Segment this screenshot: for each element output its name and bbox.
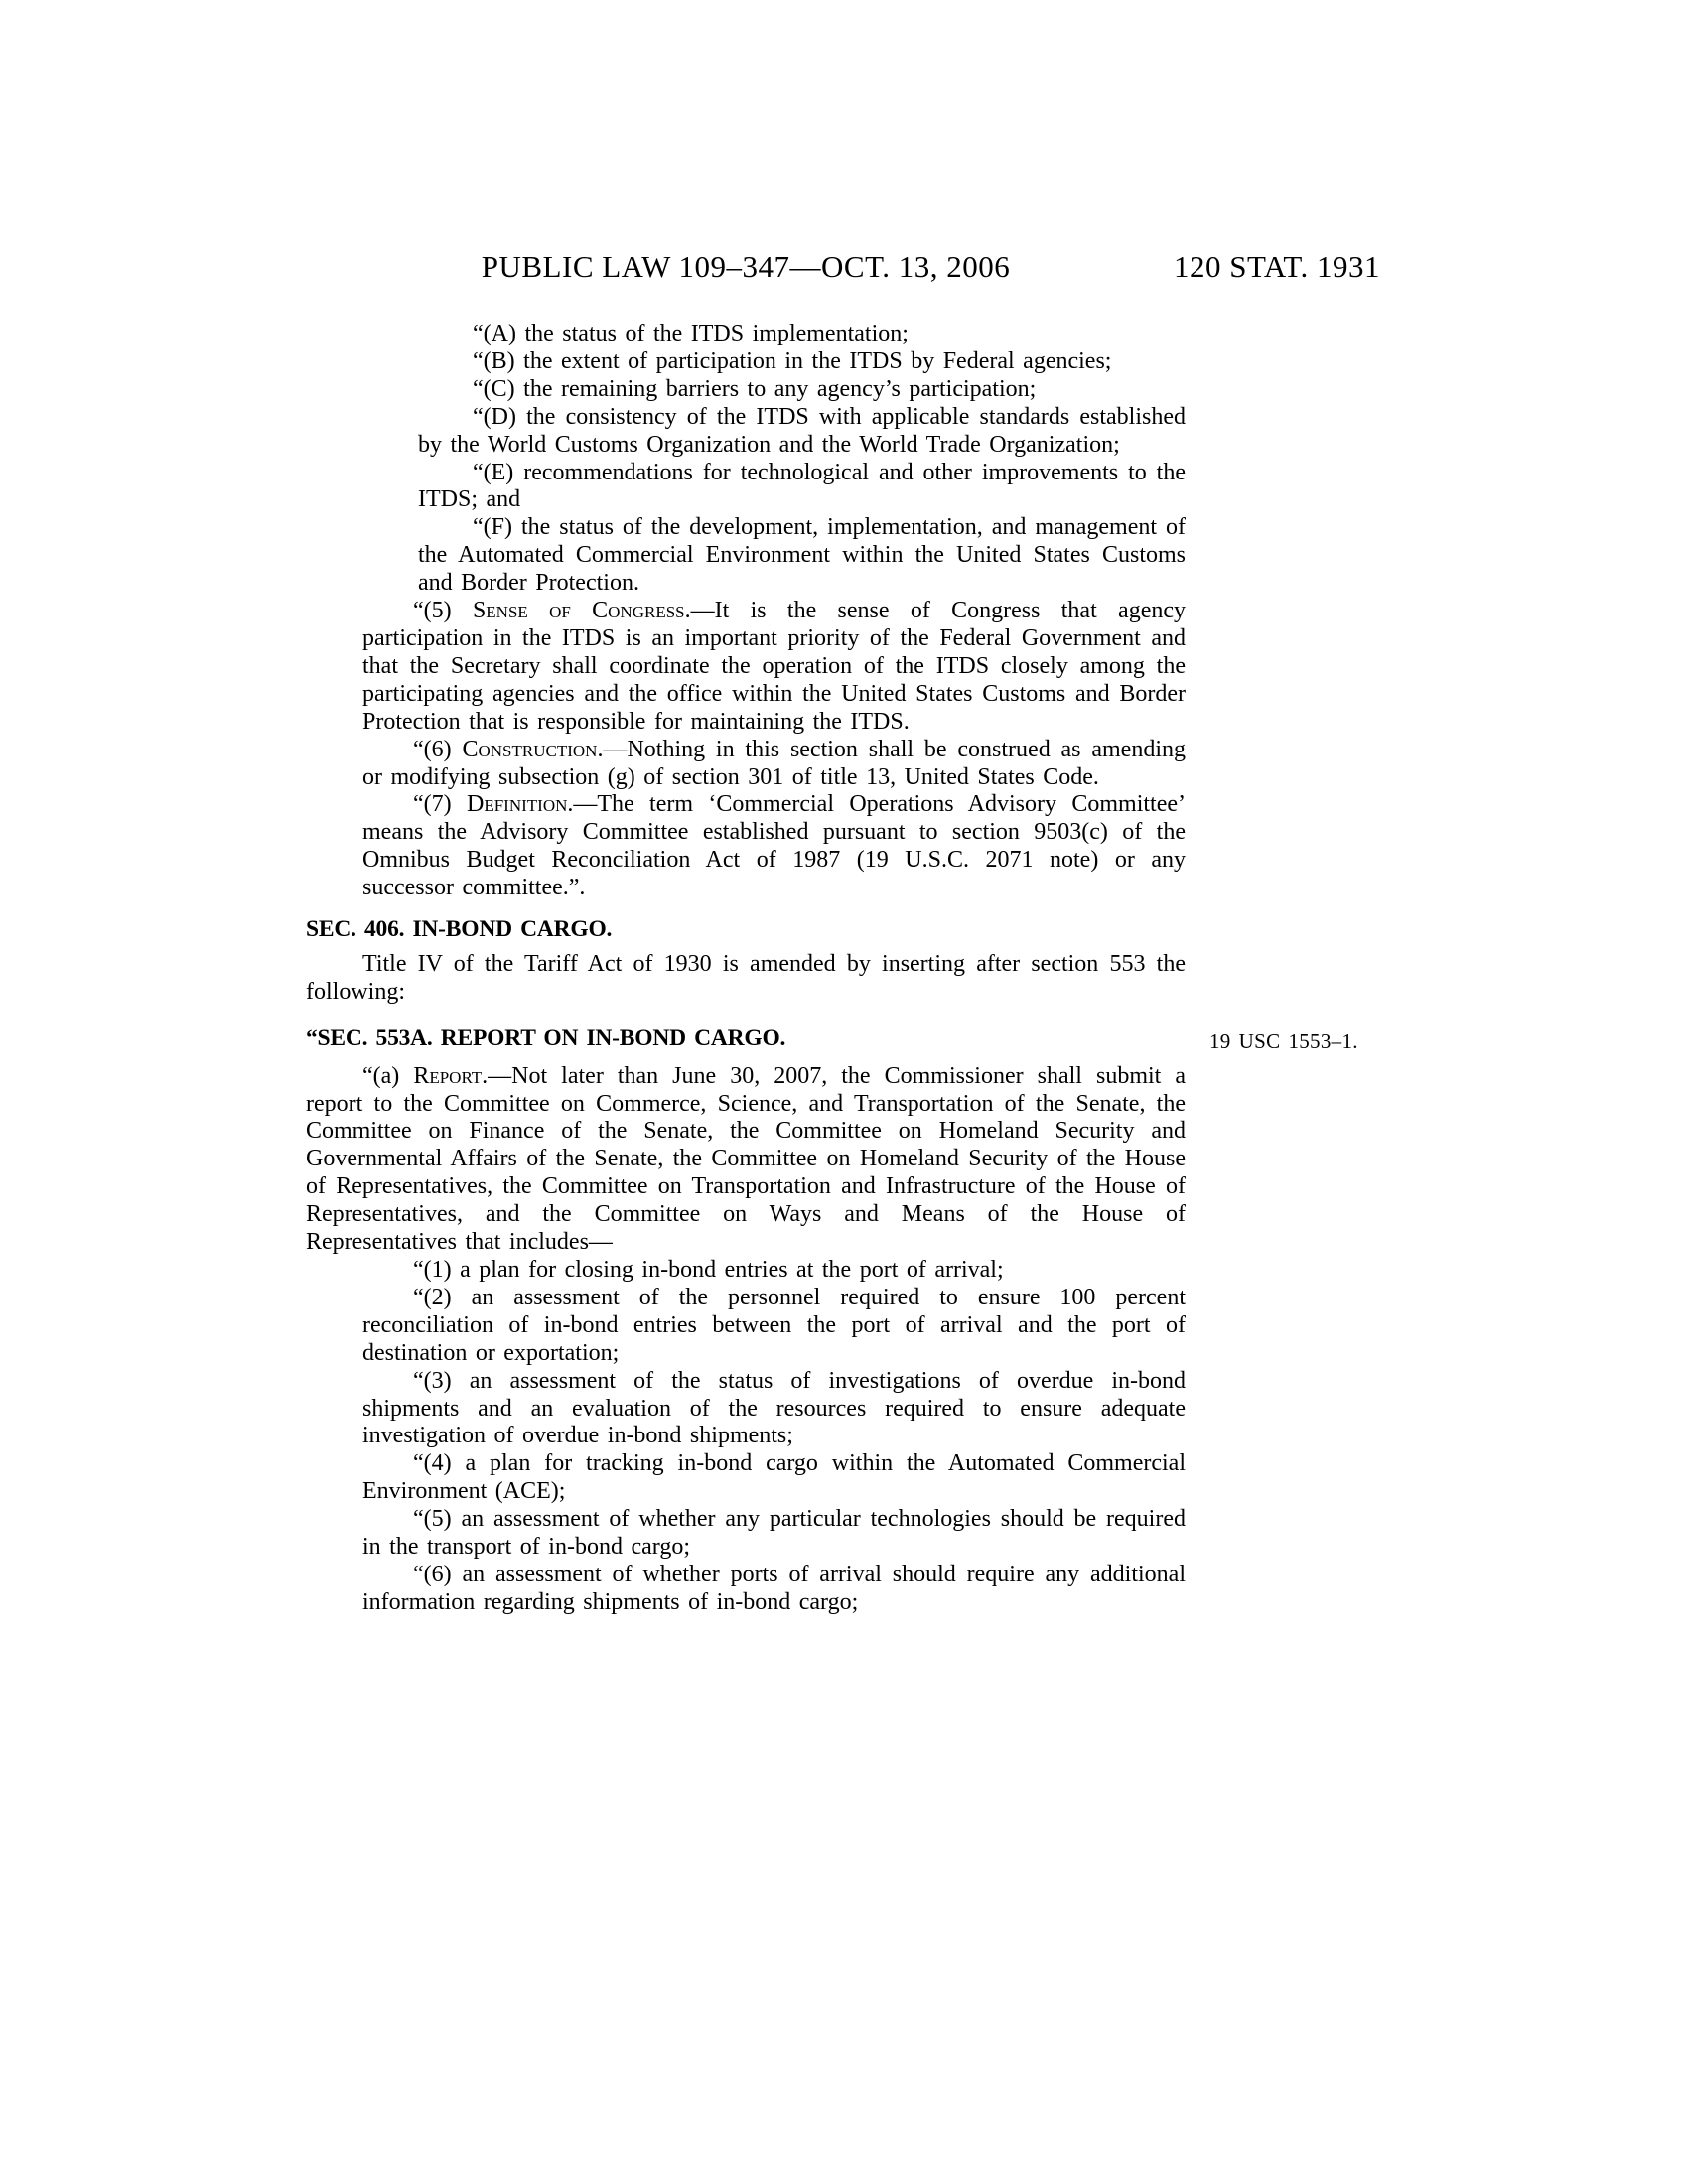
report-item-5: “(5) an assessment of whether any particular technologies should be required in the transport of in-bond cargo; [362, 1506, 1186, 1561]
statute-body [306, 321, 1358, 1617]
paragraph-7-definition [306, 791, 1186, 902]
report-item-3: “(3) an assessment of the status of investigations of overdue in-bond shipments and an evaluation of the resources required to ensure adequate investigation of overdue in-bond shipments; [362, 1367, 1186, 1449]
subclause-C: “(C) the remaining barriers to any agency’s participation; [473, 375, 1037, 402]
paragraph-number: “(5) [413, 598, 473, 624]
subsection-text: .—Not later than June 30, 2007, the Commissioner shall submit a report to the Committee on Commerce, Science, and Transportation of the Senate, the Committee on Finance of the Senate, the Committee on Homeland Security and Governmental Affairs of the Senate, the Committee on Homeland Security of the House of Representatives, the Committee on Transportation and Infrastructure of the House of Representatives, and the Committee on Ways and Means of the House of Representatives that includes— [306, 1062, 1187, 1256]
subsection-letter: “(a) [362, 1062, 414, 1089]
section-553a-heading-text: “SEC. 553A. REPORT ON IN-BOND CARGO. [306, 1024, 786, 1051]
running-head-law-title: PUBLIC LAW 109–347—OCT. 13, 2006 [481, 249, 1011, 284]
section-553a-heading [306, 1024, 1358, 1053]
subclause-B: “(B) the extent of participation in the ITDS by Federal agencies; [473, 347, 1112, 374]
smallcaps-term: Definition [467, 791, 568, 818]
subclause-A: “(A) the status of the ITDS implementation; [473, 321, 909, 346]
paragraph-number: “(6) [413, 736, 463, 762]
paragraph-5-sense-of-congress [306, 598, 1186, 737]
paragraph-text: .—It is the sense of Congress that agency participation in the ITDS is an important priority of the Federal Government and that the Secretary shall coordinate the operation of the ITDS closely among the participating agencies and the office within the United States Customs and Border Protection that is responsible for maintaining the ITDS. [362, 598, 1186, 735]
subclause-F: “(F) the status of the development, implementation, and management of the Automated Commercial Environment within the United States Customs and Border Protection. [418, 514, 1186, 597]
report-item-1: “(1) a plan for closing in-bond entries at the port of arrival; [413, 1257, 1004, 1283]
subclause-D: “(D) the consistency of the ITDS with applicable standards established by the World Customs Organization and the World Trade Organization; [418, 403, 1186, 458]
section-406-heading: SEC. 406. IN-BOND CARGO. [306, 916, 613, 943]
report-item-4: “(4) a plan for tracking in-bond cargo within the Automated Commercial Environment (ACE); [362, 1450, 1186, 1505]
us-code-margin-note: 19 USC 1553–1. [1209, 1028, 1358, 1053]
smallcaps-term: Report [413, 1062, 483, 1089]
smallcaps-term: Sense of Congress [472, 598, 685, 624]
subsection-a-report [306, 1063, 1186, 1257]
report-item-2: “(2) an assessment of the personnel required to ensure 100 percent reconciliation of in-bond entries between the port of arrival and the port of destination or exportation; [362, 1284, 1186, 1366]
paragraph-6-construction [306, 737, 1186, 792]
amendment-lead-in: Title IV of the Tariff Act of 1930 is amended by inserting after section 553 the following: [306, 950, 1186, 1005]
paragraph-number: “(7) [413, 791, 467, 818]
statute-page-number: 120 STAT. 1931 [1173, 249, 1380, 284]
subclause-E: “(E) recommendations for technological and other improvements to the ITDS; and [418, 459, 1186, 513]
report-item-6: “(6) an assessment of whether ports of arrival should require any additional information regarding shipments of in-bond cargo; [362, 1561, 1186, 1615]
paragraph-text: .—The term ‘Commercial Operations Advisory Committee’ means the Advisory Committee established pursuant to section 9503(c) of the Omnibus Budget Reconciliation Act of 1987 (19 U.S.C. 2071 note) or any successor committee.”. [362, 791, 1187, 901]
smallcaps-term: Construction [462, 736, 598, 762]
paragraph-text: .—Nothing in this section shall be construed as amending or modifying subsection (g) of section 301 of title 13, United States Code. [362, 736, 1186, 790]
